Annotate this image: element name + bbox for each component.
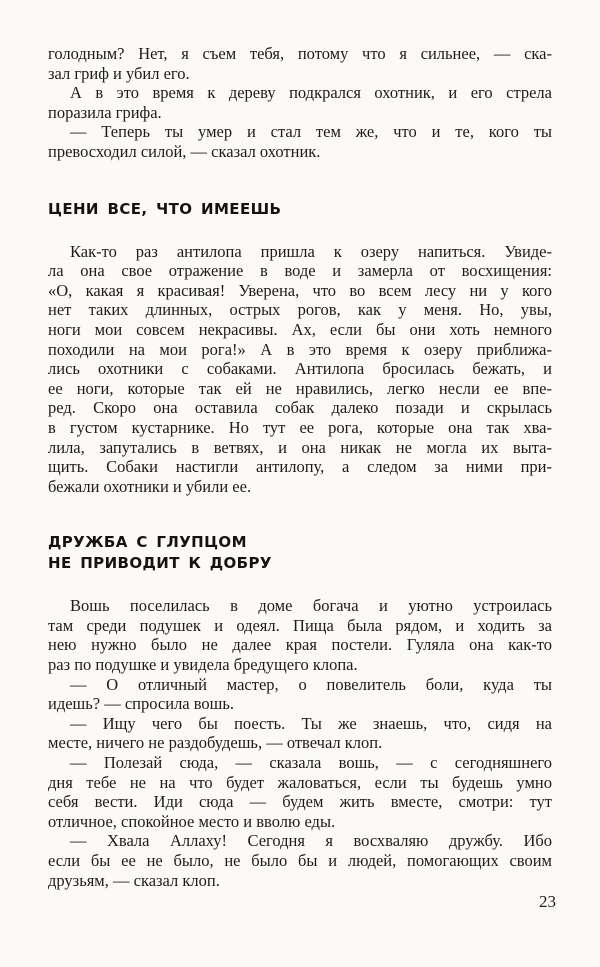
paragraph — [48, 714, 552, 753]
text-line: нет таких длинных, острых рогов, как у меня. Но, увы, — [48, 300, 552, 320]
text-line: месте, ничего не раздобудешь, — отвечал клоп. — [48, 733, 383, 753]
text-line: себя вести. Иди сюда — будем жить вместе, смотри: тут — [48, 792, 552, 812]
paragraph — [48, 122, 552, 161]
text-line: голодным? Нет, я съем тебя, потому что я сильнее, — ска- — [48, 44, 552, 63]
text-line: нею нужно было не далее края постели. Гуляла она как-то — [48, 635, 552, 655]
text-line: раз по подушке и увидела бредущего клопа. — [48, 655, 358, 675]
section-heading — [48, 532, 552, 574]
text-line: А в это время к дереву подкрался охотник, и его стрела — [70, 83, 552, 103]
text-line: — Ищу чего бы поесть. Ты же знаешь, что, сидя на — [70, 713, 552, 733]
paragraph — [48, 242, 552, 497]
text-line: лила, запутались в ветвях, и она никак не могла их выта- — [48, 437, 552, 457]
text-line: зал гриф и убил его. — [48, 63, 190, 83]
section-fable-ending — [48, 44, 552, 162]
text-line: Как-то раз антилопа пришла к озеру напиться. Увиде- — [70, 241, 552, 261]
text-line: лись охотники с собаками. Антилопа бросилась бежать, и — [48, 359, 552, 379]
paragraph — [48, 831, 552, 890]
text-line: в густом кустарнике. Но тут ее рога, которые она так хва- — [48, 417, 552, 437]
text-line: ла она свое отражение в воде и замерла от восхищения: — [48, 261, 552, 281]
heading-line: ЦЕНИ ВСЕ, ЧТО ИМЕЕШЬ — [48, 199, 282, 218]
text-line: Вошь поселилась в доме богача и уютно устроилась — [70, 596, 552, 616]
text-line: там среди подушек и одеял. Пища была рядом, и ходить за — [48, 615, 552, 635]
heading-line: НЕ ПРИВОДИТ К ДОБРУ — [48, 554, 272, 573]
text-line: — Полезай сюда, — сказала вошь, — с сегодняшнего — [70, 753, 552, 773]
text-line: идешь? — спросила вошь. — [48, 694, 235, 714]
text-line: друзьям, — сказал клоп. — [48, 870, 220, 890]
text-line: дня тебе не на что будет жаловаться, если ты будешь умно — [48, 772, 552, 792]
page-number: 23 — [539, 892, 556, 911]
text-line: ее ноги, которые так ей не нравились, легко несли ее впе- — [48, 378, 552, 398]
section-body — [48, 242, 552, 497]
heading-line: ДРУЖБА С ГЛУПЦОМ — [48, 533, 247, 552]
paragraph — [48, 44, 552, 83]
text-line: походили на мои рога!» А в это время к озеру приближа- — [48, 339, 552, 359]
paragraph — [48, 83, 552, 122]
text-line: ноги мои совсем некрасивы. Ах, если бы они хоть немного — [48, 319, 552, 339]
section-body — [48, 596, 552, 890]
text-line: ред. Скоро она оставила собак далеко позади и скрылась — [48, 398, 552, 418]
section-heading — [48, 199, 552, 220]
text-line: если бы ее не было, не было бы и людей, помогающих своим — [48, 851, 552, 870]
text-line: — О отличный мастер, о повелитель боли, куда ты — [70, 674, 552, 694]
section-druzhba-s-gluptsom — [48, 532, 552, 890]
text-line: превосходил силой, — сказал охотник. — [48, 141, 321, 161]
paragraph — [48, 675, 552, 714]
text-line: — Хвала Аллаху! Сегодня я восхваляю дружбу. Ибо — [70, 831, 552, 851]
section-tseni-vse-chto-imeesh — [48, 199, 552, 497]
text-line: щить. Собаки настигли антилопу, а следом за ними при- — [48, 457, 552, 477]
paragraph — [48, 753, 552, 831]
text-line: поразила грифа. — [48, 102, 162, 122]
text-line: отличное, спокойное место и вволю еды. — [48, 811, 336, 831]
text-line: бежали охотники и убили ее. — [48, 476, 252, 496]
text-line: — Теперь ты умер и стал тем же, что и те, кого ты — [70, 122, 552, 142]
paragraph — [48, 596, 552, 674]
text-line: «О, какая я красивая! Уверена, что во всем лесу ни у кого — [48, 280, 552, 300]
